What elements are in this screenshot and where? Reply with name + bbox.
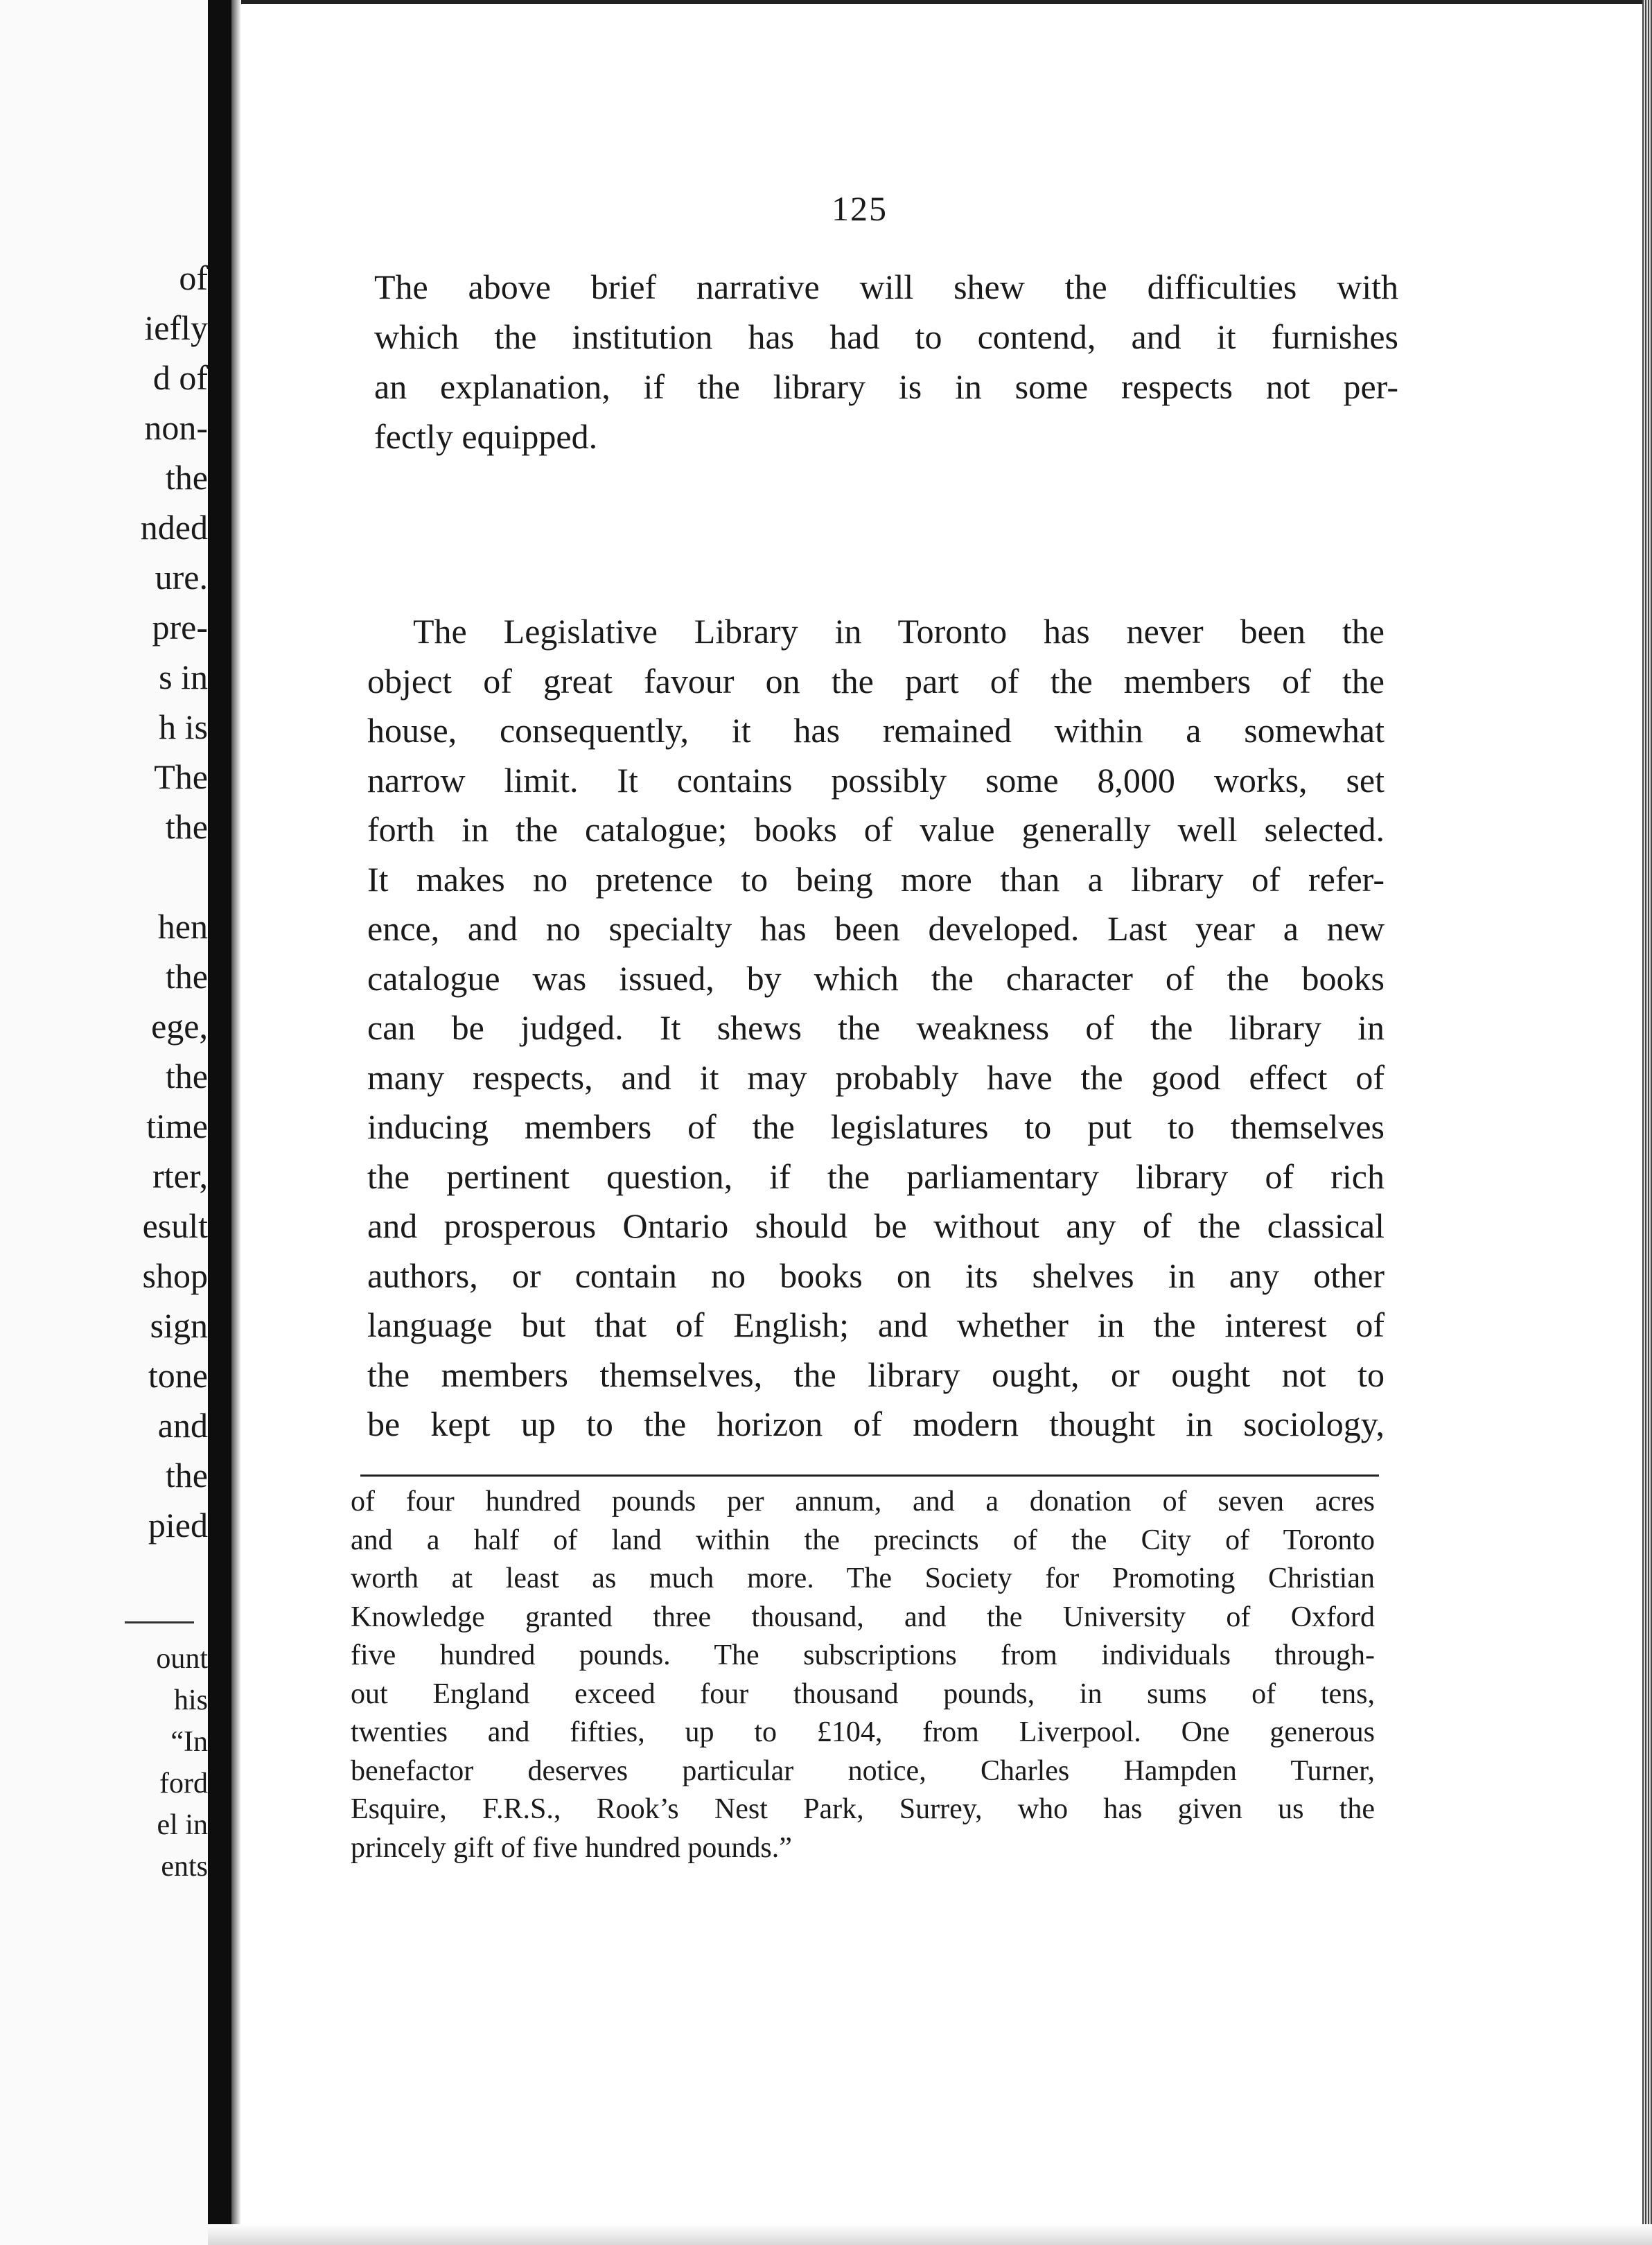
left-fragment: d of — [152, 358, 208, 397]
left-fragment: ure. — [155, 558, 208, 597]
left-fragment: the — [165, 1057, 208, 1095]
footnote-line: and a half of land within the precincts of the City of Toronto — [351, 1524, 1375, 1556]
footnote-line: worth at least as much more. The Society for Promoting Christian — [351, 1562, 1375, 1594]
left-footnote-rule — [125, 1621, 194, 1623]
left-fragment: his — [173, 1684, 208, 1716]
text-line: language but that of English; and whether in the interest of — [367, 1305, 1385, 1344]
footnote — [351, 1483, 1375, 1867]
left-fragment: time — [146, 1107, 208, 1145]
text-line: forth in the catalogue; books of value generally well selected. — [367, 810, 1385, 849]
left-fragment: non- — [144, 408, 208, 447]
left-fragment: ege, — [151, 1007, 208, 1046]
left-fragment: the — [165, 807, 208, 846]
text-line: The Legislative Library in Toronto has never been the — [413, 612, 1385, 651]
left-fragment: esult — [142, 1206, 208, 1245]
text-line: can be judged. It shews the weakness of the library in — [367, 1008, 1385, 1047]
footnote-line: princely gift of five hundred pounds.” — [351, 1831, 792, 1864]
footnote-line: Esquire, F.R.S., Rook’s Nest Park, Surrey, who has given us the — [351, 1793, 1375, 1825]
text-line: inducing members of the legislatures to put to themselves — [367, 1107, 1385, 1146]
text-line: object of great favour on the part of the members of the — [367, 661, 1385, 701]
left-fragment: ford — [159, 1768, 208, 1799]
text-line: The above brief narrative will shew the difficulties with — [374, 267, 1398, 306]
page-top-edge — [241, 0, 1652, 4]
text-line: fectly equipped. — [374, 417, 598, 456]
page-number: 125 — [832, 189, 888, 228]
paragraph-narrative — [374, 262, 1398, 461]
left-fragment: iefly — [144, 308, 208, 347]
left-fragment: shop — [142, 1256, 208, 1295]
left-fragment: nded — [140, 508, 208, 547]
footnote-line: Knowledge granted three thousand, and the University of Oxford — [351, 1601, 1375, 1633]
text-line: authors, or contain no books on its shelves in any other — [367, 1256, 1385, 1295]
page-fore-edge — [1642, 0, 1652, 2245]
text-line: catalogue was issued, by which the character of the books — [367, 958, 1385, 998]
text-line: and prosperous Ontario should be without any of the classical — [367, 1206, 1385, 1245]
paragraph-legislative-library — [367, 607, 1385, 1450]
text-line: ence, and no specialty has been developed. Last year a new — [367, 909, 1385, 948]
left-fragment: ents — [161, 1851, 208, 1883]
footnote-line: twenties and fifties, up to £104, from Liverpool. One generous — [351, 1716, 1375, 1748]
text-line: the pertinent question, if the parliamentary library of rich — [367, 1156, 1385, 1196]
text-line: many respects, and it may probably have the good effect of — [367, 1057, 1385, 1097]
left-fragment: hen — [157, 907, 208, 946]
footnote-rule — [360, 1474, 1379, 1477]
left-fragment: and — [157, 1406, 208, 1445]
left-facing-page — [0, 0, 208, 2245]
page-bottom-edge — [208, 2224, 1652, 2245]
text-line: the members themselves, the library ought, or ought not to — [367, 1355, 1385, 1394]
left-fragment: el in — [157, 1809, 208, 1841]
left-fragment: rter, — [152, 1156, 208, 1195]
left-fragment: pre- — [152, 608, 208, 646]
left-fragment: s in — [159, 658, 208, 696]
text-line: be kept up to the horizon of modern thought in sociology, — [367, 1405, 1385, 1443]
text-line: which the institution has had to contend, and it furnishes — [374, 317, 1398, 356]
left-fragment: of — [179, 258, 208, 297]
left-fragment: the — [165, 458, 208, 497]
left-fragment: ount — [156, 1643, 208, 1675]
footnote-line: five hundred pounds. The subscriptions from individuals through- — [351, 1639, 1375, 1671]
text-line: an explanation, if the library is in some respects not per- — [374, 367, 1398, 406]
footnote-line: out England exceed four thousand pounds, in sums of tens, — [351, 1678, 1375, 1710]
left-fragment: sign — [150, 1306, 208, 1345]
left-fragment: “In — [170, 1726, 208, 1758]
footnote-line: benefactor deserves particular notice, Charles Hampden Turner, — [351, 1754, 1375, 1787]
book-gutter — [208, 0, 231, 2245]
left-fragment: tone — [148, 1356, 208, 1395]
text-line: It makes no pretence to being more than a library of refer- — [367, 859, 1385, 899]
left-fragment: pied — [148, 1506, 208, 1544]
gutter-shadow — [231, 0, 241, 2245]
text-line: narrow limit. It contains possibly some 8,000 works, set — [367, 760, 1385, 800]
left-fragment: h is — [159, 707, 208, 746]
text-line: house, consequently, it has remained within a somewhat — [367, 711, 1385, 750]
footnote-line: of four hundred pounds per annum, and a donation of seven acres — [351, 1486, 1375, 1517]
left-fragment: the — [165, 957, 208, 996]
left-fragment: the — [165, 1456, 208, 1495]
left-fragment: The — [154, 757, 208, 796]
